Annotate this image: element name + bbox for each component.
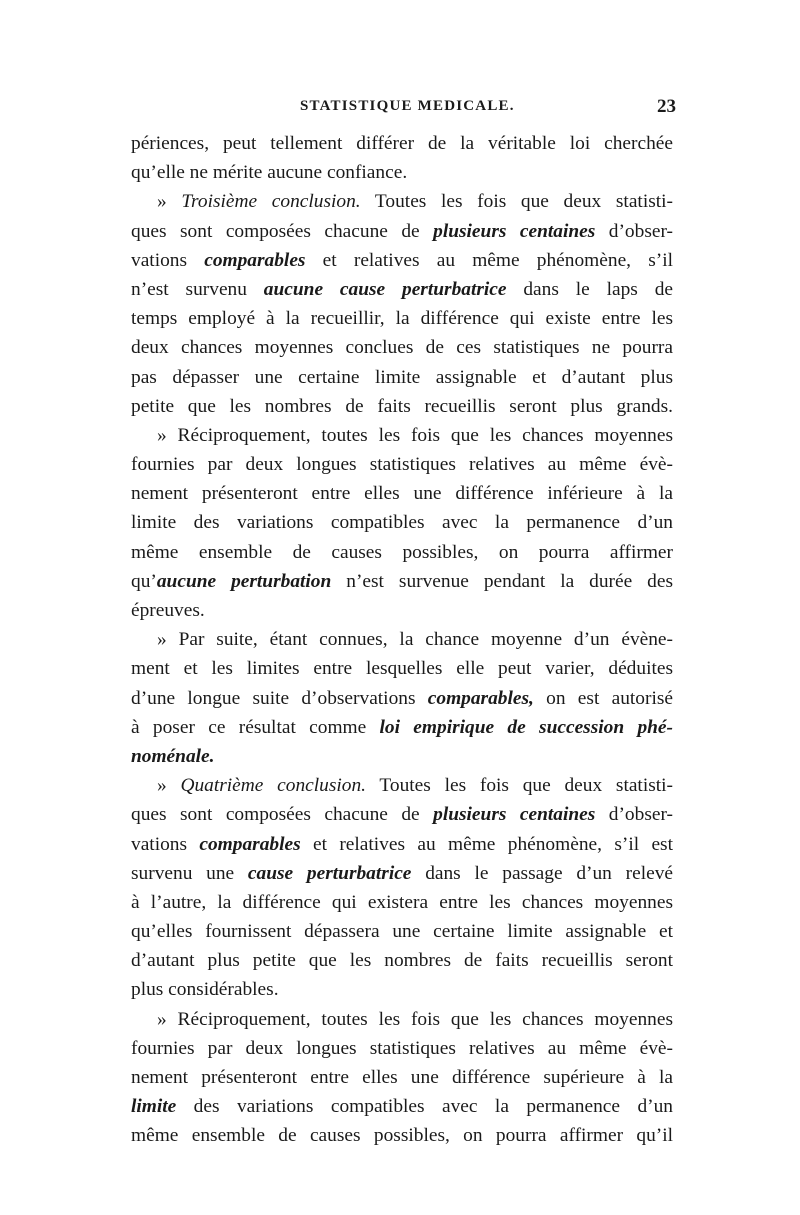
text-line: deux chances moyennes conclues de ces statistiques ne pourra (131, 337, 673, 359)
text-line: petite que les nombres de faits recueillis seront plus grands. (131, 395, 673, 417)
text-line: ques sont composées chacune de plusieurs centaines d’obser- (131, 220, 673, 242)
text-line: à l’autre, la différence qui existera entre les chances moyennes (131, 891, 673, 913)
text-line: ques sont composées chacune de plusieurs centaines d’obser- (131, 804, 673, 826)
text-line: pas dépasser une certaine limite assignable et d’autant plus (131, 366, 673, 388)
text-line: d’autant plus petite que les nombres de faits recueillis seront (131, 950, 673, 972)
text-line: qu’aucune perturbation n’est survenue pendant la durée des (131, 570, 673, 592)
body-text (131, 129, 673, 1151)
text-line: périences, peut tellement différer de la véritable loi cherchée (131, 133, 673, 154)
text-line: survenu une cause perturbatrice dans le passage d’un relevé (131, 862, 673, 884)
text-line: nement présenteront entre elles une différence inférieure à la (131, 483, 673, 505)
text-line: nement présenteront entre elles une différence supérieure à la (131, 1067, 673, 1088)
text-line: » Quatrième conclusion. Toutes les fois que deux statisti- (157, 775, 673, 797)
text-line: » Réciproquement, toutes les fois que les chances moyennes (157, 1008, 673, 1030)
text-line: même ensemble de causes possibles, on pourra affirmer (131, 541, 673, 563)
text-line: vations comparables et relatives au même phénomène, s’il (131, 249, 673, 271)
text-line: n’est survenu aucune cause perturbatrice dans le laps de (131, 278, 673, 300)
text-line: » Réciproquement, toutes les fois que les chances moyennes (157, 424, 673, 446)
text-line: vations comparables et relatives au même phénomène, s’il est (131, 833, 673, 855)
text-line: plus considérables. (131, 979, 279, 1001)
text-line: à poser ce résultat comme loi empirique de succession phé- (131, 716, 673, 738)
text-line: même ensemble de causes possibles, on pourra affirmer qu’il (131, 1125, 673, 1147)
text-line: » Par suite, étant connues, la chance moyenne d’un évène- (157, 629, 673, 651)
text-line: » Troisième conclusion. Toutes les fois que deux statisti- (157, 191, 673, 213)
text-line: limite des variations compatibles avec la permanence d’un (131, 1096, 673, 1118)
text-line: fournies par deux longues statistiques relatives au même évè- (131, 1037, 673, 1059)
text-line: fournies par deux longues statistiques relatives au même évè- (131, 454, 673, 476)
text-line: qu’elle ne mérite aucune confiance. (131, 162, 408, 184)
text-line: ment et les limites entre lesquelles elle peut varier, déduites (131, 658, 673, 680)
text-line: qu’elles fournissent dépassera une certaine limite assignable et (131, 921, 673, 943)
text-line: épreuves. (131, 600, 205, 621)
text-line: d’une longue suite d’observations comparables, on est autorisé (131, 687, 673, 709)
text-line: noménale. (131, 745, 215, 767)
text-line: limite des variations compatibles avec la permanence d’un (131, 512, 673, 534)
page-header (300, 96, 676, 124)
text-line: temps employé à la recueillir, la différence qui existe entre les (131, 308, 673, 330)
running-title: STATISTIQUE MEDICALE. (300, 98, 515, 114)
page-number: 23 (657, 96, 676, 117)
